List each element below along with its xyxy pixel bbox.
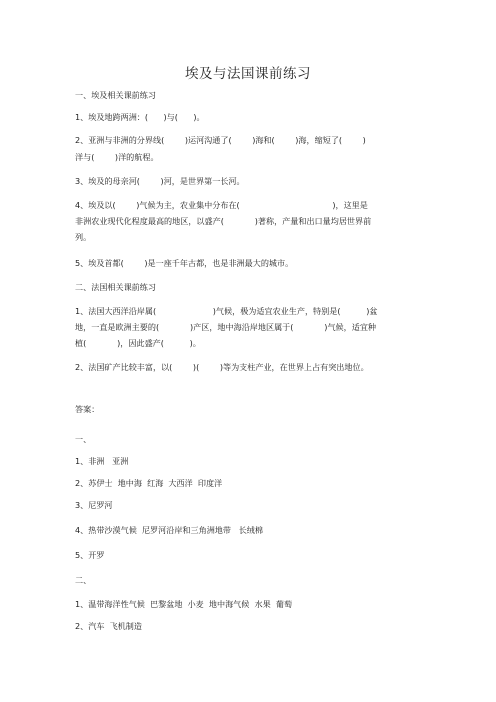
answer-line: 3、尼罗河 <box>75 500 113 510</box>
answer-section: 一、 <box>75 434 92 444</box>
question-line: 5、埃及首都( )是一座千年古都，也是非洲最大的城市。 <box>75 258 294 268</box>
answers-heading: 答案： <box>75 404 100 414</box>
answer-line: 1、温带海洋性气候 巴黎盆地 小麦 地中海气候 水果 葡萄 <box>75 599 293 609</box>
question-line: 3、埃及的母亲河( )河，是世界第一长河。 <box>75 176 245 186</box>
question-line: 洋与( )洋的航程。 <box>75 152 159 162</box>
question-line: 2、亚洲与非洲的分界线( )运河沟通了( )海和( )海，缩短了( ) <box>75 135 366 145</box>
answer-line: 2、汽车 飞机制造 <box>75 621 142 631</box>
question-line: 列。 <box>75 232 92 242</box>
answer-line: 4、热带沙漠气候 尼罗河沿岸和三角洲地带 长绒棉 <box>75 525 263 535</box>
answer-line: 1、非洲 亚洲 <box>75 456 129 466</box>
answer-line: 5、开罗 <box>75 550 105 560</box>
document-title: 埃及与法国课前练习 <box>185 66 311 82</box>
question-line: 2、法国矿产比较丰富，以( )( )等为支柱产业，在世界上占有突出地位。 <box>75 362 369 372</box>
answer-line: 2、苏伊士 地中海 红海 大西洋 印度洋 <box>75 478 223 488</box>
question-line: 地，一直是欧洲主要的( )产区，地中海沿岸地区属于( )气候，适宜种 <box>75 322 377 332</box>
question-line: 1、埃及地跨两洲：( )与( )。 <box>75 112 205 122</box>
answer-section: 二、 <box>75 575 92 585</box>
question-line: 1、法国大西洋沿岸属( )气候，极为适宜农业生产，特别是( )盆 <box>75 306 378 316</box>
question-line: 4、埃及以( )气候为主，农业集中分布在( )，这里是 <box>75 200 368 210</box>
section-heading: 二、法国相关课前练习 <box>75 282 156 292</box>
question-line: 非洲农业现代化程度最高的地区，以盛产( )著称，产量和出口量均居世界前 <box>75 216 372 226</box>
question-line: 植( )，因此盛产( )。 <box>75 338 201 348</box>
section-heading: 一、埃及相关课前练习 <box>75 90 156 100</box>
